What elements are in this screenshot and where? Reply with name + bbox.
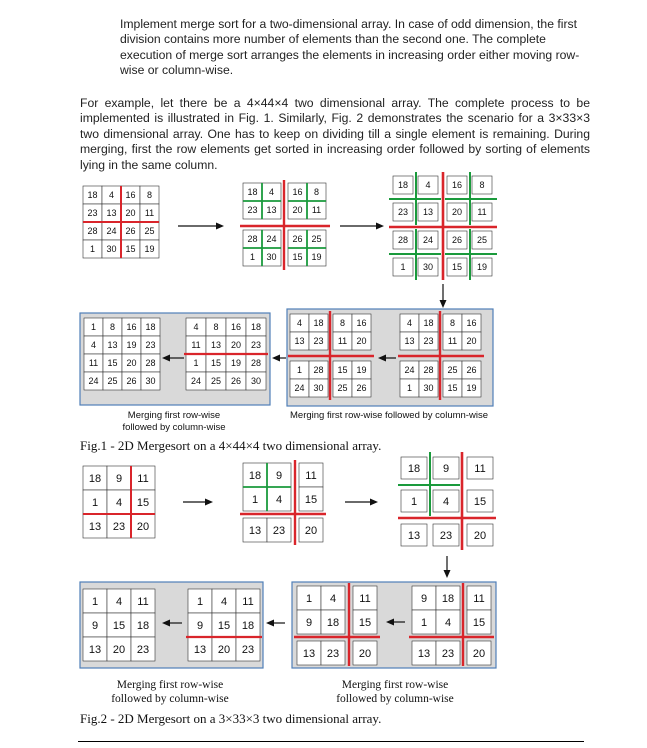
fig1-sorted-value: 13: [107, 340, 118, 351]
fig2-step3-value: 18: [241, 619, 255, 632]
fig1-split2-cell-value: 13: [422, 207, 434, 218]
fig2-step1-top-value: 4: [444, 616, 452, 629]
fig1-step3-value: 23: [250, 340, 262, 351]
fig2-sorted-value: 15: [112, 619, 126, 632]
fig2-step2-bottom-value: 23: [326, 647, 340, 660]
fig1-split2-cell-value: 20: [451, 207, 463, 218]
fig2-sorted-value: 1: [91, 595, 99, 608]
fig1-split1-tl-value: 4: [268, 187, 275, 198]
fig1-split1-br-value: 19: [311, 252, 322, 263]
fig1-sorted-value: 25: [107, 376, 118, 387]
fig2-step1-top-value: 9: [420, 592, 428, 605]
fig2-split1-tl-value: 4: [275, 493, 283, 506]
fig2-step1-right-value: 15: [472, 616, 486, 629]
fig2-arrow-merge-mid-head: [266, 620, 274, 627]
fig2-step3-value: 13: [193, 643, 207, 656]
fig2-split2-cell-value: 13: [407, 529, 421, 542]
fig2-split1-br-value: 20: [304, 524, 318, 537]
fig2-sorted-value: 18: [136, 619, 150, 632]
fig1-step3-value: 15: [210, 358, 222, 369]
fig2-step3-value: 15: [217, 619, 231, 632]
fig1-split1-br-value: 26: [292, 234, 303, 245]
fig1-step2-tr-value: 20: [356, 336, 367, 347]
fig1-split2-cell-value: 25: [476, 235, 488, 246]
fig1-step3-value: 4: [193, 322, 199, 333]
fig1-step2-br-value: 19: [356, 365, 367, 376]
fig1-step2-bl-value: 28: [313, 365, 324, 376]
fig1-arrow-merge-mid-head: [272, 355, 280, 362]
fig1-split1-br-value: 25: [311, 234, 322, 245]
fig2-step1-top-value: 18: [441, 592, 455, 605]
fig1-arrow-down-head: [440, 300, 447, 308]
fig1-sorted-value: 28: [145, 358, 156, 369]
fig2-sorted-value: 23: [136, 643, 150, 656]
fig2-step3-value: 4: [220, 595, 228, 608]
fig1-step3-value: 20: [230, 340, 242, 351]
fig1-step1-tl-value: 18: [423, 318, 434, 329]
fig1-step2-tr-value: 11: [337, 336, 348, 347]
fig1-original-value: 4: [108, 190, 115, 201]
fig2-sorted-value: 11: [137, 595, 149, 608]
fig1-step1-tl-value: 13: [404, 336, 415, 347]
fig1-step3-value: 19: [230, 358, 242, 369]
fig1-original-value: 13: [106, 208, 117, 219]
fig1-original-value: 11: [144, 208, 155, 219]
fig1-sorted-value: 24: [88, 376, 99, 387]
fig2-original-value: 1: [91, 496, 99, 509]
fig1-split2-cell-value: 8: [479, 180, 485, 191]
fig1-split2-cell-value: 4: [425, 180, 431, 191]
fig1-step1-br-value: 26: [466, 365, 477, 376]
fig1-step3-value: 25: [210, 376, 222, 387]
fig1-original-value: 15: [125, 244, 136, 255]
fig1-split2-cell-value: 11: [477, 207, 487, 218]
fig2-original-value: 23: [112, 520, 126, 533]
fig1-step1-br-value: 15: [447, 383, 458, 394]
fig1-step2-tl-value: 18: [313, 318, 324, 329]
fig1-original-value: 16: [125, 190, 136, 201]
fig2-split1-tl-value: 18: [248, 469, 262, 482]
fig1-arrow-1-head: [216, 223, 224, 230]
fig1-split2-cell-value: 15: [451, 262, 463, 273]
fig2-step3-value: 23: [241, 643, 255, 656]
fig1-split1-tr-value: 11: [311, 205, 322, 216]
fig1-split1-tr-value: 20: [292, 205, 303, 216]
fig1-step2-tl-value: 23: [313, 336, 324, 347]
fig1-step3-value: 26: [230, 376, 242, 387]
fig1-split1-tl-value: 18: [247, 187, 258, 198]
fig1-step1-br-value: 25: [447, 365, 458, 376]
fig2-split1-tr-value: 15: [304, 493, 318, 506]
fig1-sorted-value: 1: [90, 322, 97, 333]
fig1-original-value: 1: [89, 244, 96, 255]
fig1-label-right: Merging first row-wise followed by column-wise: [290, 410, 488, 421]
paragraph-problem: Implement merge sort for a two-dimensional array. In case of odd dimension, the first division contains more number of elements than the second one. The complete execution of merge sort arranges the elements in increasing order either moving row-wise or column-wise.: [120, 17, 580, 78]
fig1-sorted-value: 23: [145, 340, 156, 351]
fig2-step3-value: 11: [242, 595, 254, 608]
footer-rule: [78, 741, 584, 742]
fig1-sorted-value: 18: [145, 322, 156, 333]
fig1-arrow-2-head: [376, 223, 384, 230]
fig2-step2-right-value: 11: [359, 592, 371, 605]
fig1-step2-tl-value: 4: [296, 318, 303, 329]
fig2-sorted-value: 4: [115, 595, 123, 608]
fig2-step2-top-value: 18: [326, 616, 340, 629]
fig1-step1-tl-value: 23: [423, 336, 434, 347]
fig1-step1-tr-value: 8: [449, 318, 456, 329]
fig1-original-value: 28: [87, 226, 98, 237]
fig1-step3-value: 18: [250, 322, 262, 333]
fig1-step1-br-value: 19: [466, 383, 477, 394]
fig2-step2-right-value: 15: [358, 616, 372, 629]
fig1-step3-value: 30: [250, 376, 262, 387]
fig1-original-value: 25: [144, 226, 155, 237]
fig2-split2-cell-value: 15: [473, 495, 487, 508]
paragraph-example: For example, let there be a 4×44×4 two dimensional array. The complete process to be implemented is illustrated in Fig. 1. Similarly, Fig. 2 demonstrates the scenario for a 3×33×3 two dimensional array. One has to keep on dividing till a single element is remaining. During merging, first the row elements get sorted in increasing order followed by sorting of elements lying in the same column.: [80, 96, 590, 172]
fig2-split2-cell-value: 20: [473, 529, 487, 542]
fig1-sorted-value: 15: [107, 358, 118, 369]
fig2-split2-cell-value: 18: [407, 462, 421, 475]
fig2-step3-value: 1: [196, 595, 204, 608]
fig1-sorted-value: 8: [109, 322, 116, 333]
fig2-step3-value: 9: [196, 619, 204, 632]
fig2-original-value: 18: [88, 472, 102, 485]
fig2-split1-bl-value: 23: [272, 524, 286, 537]
fig1-split2-cell-value: 28: [397, 235, 409, 246]
fig2-split1-tr-value: 11: [305, 469, 317, 482]
fig1-step1-bl-value: 1: [406, 383, 413, 394]
fig1-step3-value: 8: [213, 322, 219, 333]
fig1-sorted-value: 11: [88, 358, 99, 369]
fig1-step3-value: 11: [191, 340, 201, 351]
fig2-original-value: 4: [115, 496, 123, 509]
fig2-step2-top-value: 4: [329, 592, 337, 605]
fig2-step2-top-value: 9: [305, 616, 313, 629]
fig1-sorted-value: 19: [126, 340, 137, 351]
fig1-caption: Fig.1 - 2D Mergesort on a 4×44×4 two dimensional array.: [80, 438, 382, 453]
fig2-step2-corner-value: 20: [358, 647, 372, 660]
fig1-step3-value: 16: [230, 322, 242, 333]
fig1-sorted-value: 16: [126, 322, 137, 333]
fig2-step1-bottom-value: 13: [417, 647, 431, 660]
fig1-step1-tr-value: 20: [466, 336, 477, 347]
fig1-split2-cell-value: 18: [397, 180, 409, 191]
fig2-split1-tl-value: 1: [251, 493, 259, 506]
fig1-step2-bl-value: 24: [294, 383, 305, 394]
fig2-arrow-1-head: [205, 499, 213, 506]
fig2-sorted-value: 9: [91, 619, 99, 632]
fig1-step1-bl-value: 28: [423, 365, 434, 376]
fig2-step3-value: 20: [217, 643, 231, 656]
fig1-original-value: 30: [106, 244, 117, 255]
fig2-original-value: 20: [136, 520, 150, 533]
fig2-caption: Fig.2 - 2D Mergesort on a 3×33×3 two dimensional array.: [80, 711, 382, 726]
fig1-step1-bl-value: 30: [423, 383, 434, 394]
fig1-sorted-value: 4: [90, 340, 97, 351]
fig1-step2-br-value: 15: [337, 365, 348, 376]
fig2-split1-tl-value: 9: [275, 469, 283, 482]
fig1-split1-bl-value: 1: [249, 252, 256, 263]
fig1-label-left: Merging first row-wise followed by column-wise: [122, 410, 226, 433]
fig1-step1-tr-value: 16: [466, 318, 477, 329]
fig1-sorted-value: 26: [126, 376, 137, 387]
fig1-step2-bl-value: 30: [313, 383, 324, 394]
fig1-split1-tr-value: 8: [313, 187, 320, 198]
fig1-split2-cell-value: 24: [422, 235, 434, 246]
fig1-step2-bl-value: 1: [296, 365, 303, 376]
fig2-step1-corner-value: 20: [472, 647, 486, 660]
fig1-step1-tl-value: 4: [406, 318, 413, 329]
fig1-split1-tr-value: 16: [292, 187, 303, 198]
fig1-split1-bl-value: 30: [266, 252, 277, 263]
fig2-step2-top-value: 1: [305, 592, 313, 605]
fig2-step1-right-value: 11: [473, 592, 485, 605]
fig1-step2-tr-value: 16: [356, 318, 367, 329]
fig1-original-value: 20: [125, 208, 136, 219]
fig1-original-value: 18: [87, 190, 98, 201]
fig1-split1-bl-value: 28: [247, 234, 258, 245]
fig2-step1-bottom-value: 23: [441, 647, 455, 660]
fig2-step2-bottom-value: 13: [302, 647, 316, 660]
fig1-step2-tr-value: 8: [339, 318, 346, 329]
fig2-label-right: Merging first row-wise followed by column-wise: [336, 679, 454, 705]
fig1-split2-cell-value: 30: [422, 262, 434, 273]
fig2-split2-cell-value: 11: [474, 462, 486, 475]
fig1-original-value: 19: [144, 244, 155, 255]
fig2-original-value: 13: [88, 520, 102, 533]
fig1-split2-cell-value: 23: [397, 207, 409, 218]
fig1-original-value: 8: [146, 190, 153, 201]
fig1-step3-value: 24: [190, 376, 202, 387]
fig1-split1-br-value: 15: [292, 252, 303, 263]
fig2-step1-top-value: 1: [420, 616, 428, 629]
fig2-original-value: 15: [136, 496, 150, 509]
fig2-label-left: Merging first row-wise followed by column-wise: [111, 679, 229, 705]
fig2-split1-bl-value: 13: [248, 524, 262, 537]
fig1-split1-tl-value: 13: [266, 205, 277, 216]
fig2-split2-cell-value: 23: [439, 529, 453, 542]
fig1-sorted-value: 20: [126, 358, 137, 369]
fig1-split2-cell-value: 19: [476, 262, 488, 273]
fig1-step3-value: 13: [210, 340, 222, 351]
fig1-step1-tr-value: 11: [447, 336, 458, 347]
fig1-split2-cell-value: 1: [400, 262, 406, 273]
fig2-sorted-value: 13: [88, 643, 102, 656]
fig2-split2-cell-value: 9: [442, 462, 450, 475]
fig1-sorted-value: 30: [145, 376, 156, 387]
fig2-split2-cell-value: 1: [410, 495, 418, 508]
fig2-arrow-2-head: [370, 499, 378, 506]
fig2-original-value: 9: [115, 472, 123, 485]
fig2-original-value: 11: [137, 472, 149, 485]
fig1-split1-tl-value: 23: [247, 205, 258, 216]
fig1-step2-br-value: 25: [337, 383, 348, 394]
fig2-split2-cell-value: 4: [442, 495, 450, 508]
fig2-arrow-down-head: [444, 570, 451, 578]
fig1-original-value: 23: [87, 208, 98, 219]
fig1-step2-tl-value: 13: [294, 336, 305, 347]
fig1-split1-bl-value: 24: [266, 234, 277, 245]
fig2-sorted-value: 20: [112, 643, 126, 656]
fig1-original-value: 24: [106, 226, 117, 237]
fig1-original-value: 26: [125, 226, 136, 237]
fig1-step3-value: 28: [250, 358, 262, 369]
fig1-step3-value: 1: [193, 358, 199, 369]
fig1-split2-cell-value: 16: [451, 180, 463, 191]
fig1-split2-cell-value: 26: [451, 235, 463, 246]
fig1-step2-br-value: 26: [356, 383, 367, 394]
fig1-step1-bl-value: 24: [404, 365, 415, 376]
